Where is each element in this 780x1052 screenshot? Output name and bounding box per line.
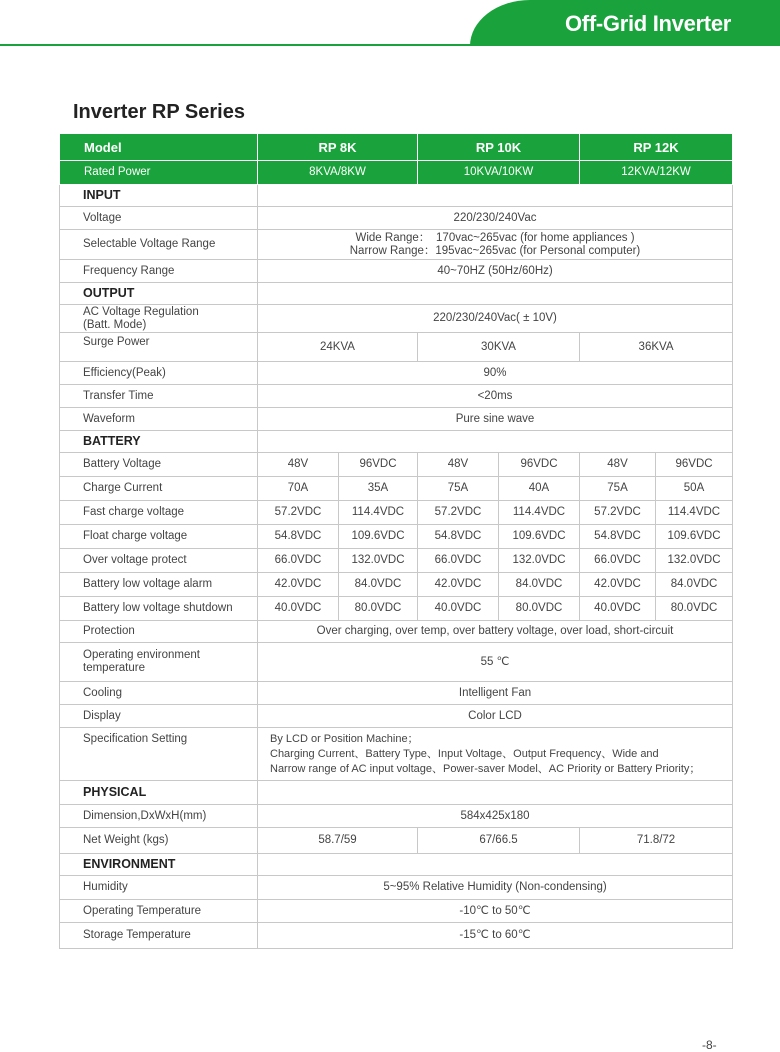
cell: 66.0VDC bbox=[418, 549, 499, 573]
table-row bbox=[60, 549, 733, 573]
table-row bbox=[60, 876, 733, 900]
rated-power-value: 12KVA/12KW bbox=[580, 161, 733, 185]
row-label: Dimension,DxWxH(mm) bbox=[60, 805, 258, 828]
cell: 70A bbox=[258, 477, 339, 501]
row-label: Battery low voltage shutdown bbox=[60, 597, 258, 621]
row-label: Frequency Range bbox=[60, 260, 258, 283]
cell: 54.8VDC bbox=[418, 525, 499, 549]
cell: 96VDC bbox=[339, 453, 418, 477]
row-label: Fast charge voltage bbox=[60, 501, 258, 525]
cell: 40.0VDC bbox=[418, 597, 499, 621]
row-label: Waveform bbox=[60, 408, 258, 431]
table-row bbox=[60, 501, 733, 525]
cell: 132.0VDC bbox=[499, 549, 580, 573]
row-label: Net Weight (kgs) bbox=[60, 828, 258, 854]
cell: 54.8VDC bbox=[258, 525, 339, 549]
rated-power-label: Rated Power bbox=[60, 161, 258, 185]
cell: 57.2VDC bbox=[258, 501, 339, 525]
section-battery: BATTERY bbox=[60, 431, 258, 453]
row-value: 24KVA bbox=[258, 333, 418, 362]
row-label: Surge Power bbox=[60, 333, 258, 362]
cell: 57.2VDC bbox=[580, 501, 656, 525]
row-label: Selectable Voltage Range bbox=[60, 230, 258, 260]
row-value: 40~70HZ (50Hz/60Hz) bbox=[258, 260, 733, 283]
section-row bbox=[60, 185, 733, 207]
table-row bbox=[60, 207, 733, 230]
wide-range-text: Wide Range： 170vac~265vac (for home appliances ) bbox=[355, 231, 635, 244]
banner-title: Off-Grid Inverter bbox=[565, 11, 732, 36]
section-input: INPUT bbox=[60, 185, 258, 207]
row-value: 584x425x180 bbox=[258, 805, 733, 828]
row-value: Intelligent Fan bbox=[258, 682, 733, 705]
rated-power-value: 10KVA/10KW bbox=[418, 161, 580, 185]
row-value: 55 ℃ bbox=[258, 643, 733, 682]
spec-line: Narrow range of AC input voltage、Power-saver Model、AC Priority or Battery Priority； bbox=[270, 762, 701, 775]
row-label bbox=[60, 305, 258, 333]
cell: 114.4VDC bbox=[339, 501, 418, 525]
rated-power-row bbox=[60, 161, 733, 185]
cell: 84.0VDC bbox=[339, 573, 418, 597]
cell: 132.0VDC bbox=[339, 549, 418, 573]
cell: 48V bbox=[418, 453, 499, 477]
cell: 42.0VDC bbox=[580, 573, 656, 597]
table-row bbox=[60, 621, 733, 643]
cell: 75A bbox=[580, 477, 656, 501]
table-row bbox=[60, 805, 733, 828]
row-value: Pure sine wave bbox=[258, 408, 733, 431]
row-label: Efficiency(Peak) bbox=[60, 362, 258, 385]
cell: 80.0VDC bbox=[499, 597, 580, 621]
row-value: 220/230/240Vac bbox=[258, 207, 733, 230]
section-output: OUTPUT bbox=[60, 283, 258, 305]
row-value: 36KVA bbox=[580, 333, 733, 362]
ac-reg-label-line1: AC Voltage Regulation bbox=[83, 305, 199, 318]
cell: 84.0VDC bbox=[656, 573, 733, 597]
cell: 42.0VDC bbox=[418, 573, 499, 597]
op-env-label-line1: Operating environment bbox=[83, 649, 200, 661]
cell: 66.0VDC bbox=[580, 549, 656, 573]
row-label: Battery Voltage bbox=[60, 453, 258, 477]
section-row bbox=[60, 781, 733, 805]
row-value: 58.7/59 bbox=[258, 828, 418, 854]
cell: 35A bbox=[339, 477, 418, 501]
row-value bbox=[258, 230, 733, 260]
model-rp10k: RP 10K bbox=[418, 134, 580, 161]
page-title: Inverter RP Series bbox=[73, 101, 245, 123]
cell: 80.0VDC bbox=[656, 597, 733, 621]
row-label: Humidity bbox=[60, 876, 258, 900]
table-row bbox=[60, 230, 733, 260]
row-label: Operating Temperature bbox=[60, 900, 258, 923]
cell: 42.0VDC bbox=[258, 573, 339, 597]
row-label bbox=[60, 643, 258, 682]
table-row bbox=[60, 260, 733, 283]
cell: 48V bbox=[580, 453, 656, 477]
cell: 66.0VDC bbox=[258, 549, 339, 573]
table-row bbox=[60, 828, 733, 854]
cell: 50A bbox=[656, 477, 733, 501]
row-value: 90% bbox=[258, 362, 733, 385]
row-label: Over voltage protect bbox=[60, 549, 258, 573]
cell: 84.0VDC bbox=[499, 573, 580, 597]
row-value: -10℃ to 50℃ bbox=[258, 900, 733, 923]
cell: 54.8VDC bbox=[580, 525, 656, 549]
row-label: Transfer Time bbox=[60, 385, 258, 408]
section-row bbox=[60, 431, 733, 453]
table-row bbox=[60, 333, 733, 362]
table-row bbox=[60, 705, 733, 728]
cell: 109.6VDC bbox=[656, 525, 733, 549]
cell: 57.2VDC bbox=[418, 501, 499, 525]
cell: 96VDC bbox=[499, 453, 580, 477]
cell: 114.4VDC bbox=[499, 501, 580, 525]
table-row bbox=[60, 728, 733, 781]
header-banner bbox=[470, 0, 780, 46]
model-label: Model bbox=[60, 134, 258, 161]
cell: 114.4VDC bbox=[656, 501, 733, 525]
table-row bbox=[60, 453, 733, 477]
row-label: Storage Temperature bbox=[60, 923, 258, 949]
table-row bbox=[60, 923, 733, 949]
table-row bbox=[60, 362, 733, 385]
table-row bbox=[60, 682, 733, 705]
table-row bbox=[60, 305, 733, 333]
table-row bbox=[60, 597, 733, 621]
section-row bbox=[60, 283, 733, 305]
op-env-label-line2: temperature bbox=[83, 662, 146, 674]
table-row bbox=[60, 900, 733, 923]
cell: 40.0VDC bbox=[580, 597, 656, 621]
row-label: Battery low voltage alarm bbox=[60, 573, 258, 597]
cell: 132.0VDC bbox=[656, 549, 733, 573]
page-number: -8- bbox=[702, 1038, 717, 1052]
section-physical: PHYSICAL bbox=[60, 781, 258, 805]
row-value: 30KVA bbox=[418, 333, 580, 362]
row-label: Specification Setting bbox=[60, 728, 258, 781]
cell: 40A bbox=[499, 477, 580, 501]
model-rp12k: RP 12K bbox=[580, 134, 733, 161]
model-rp8k: RP 8K bbox=[258, 134, 418, 161]
table-row bbox=[60, 525, 733, 549]
row-value: 71.8/72 bbox=[580, 828, 733, 854]
row-value: <20ms bbox=[258, 385, 733, 408]
row-value: Color LCD bbox=[258, 705, 733, 728]
row-value: 67/66.5 bbox=[418, 828, 580, 854]
row-label: Voltage bbox=[60, 207, 258, 230]
table-row bbox=[60, 573, 733, 597]
table-row bbox=[60, 408, 733, 431]
spec-line: Charging Current、Battery Type、Input Voltage、Output Frequency、Wide and bbox=[270, 747, 659, 760]
cell: 96VDC bbox=[656, 453, 733, 477]
row-value: Over charging, over temp, over battery voltage, over load, short-circuit bbox=[258, 621, 733, 643]
rated-power-value: 8KVA/8KW bbox=[258, 161, 418, 185]
cell: 40.0VDC bbox=[258, 597, 339, 621]
row-value bbox=[258, 728, 733, 781]
cell: 109.6VDC bbox=[339, 525, 418, 549]
table-row bbox=[60, 643, 733, 682]
row-label: Float charge voltage bbox=[60, 525, 258, 549]
row-label: Protection bbox=[60, 621, 258, 643]
ac-reg-label-line2: (Batt. Mode) bbox=[83, 318, 147, 331]
cell: 48V bbox=[258, 453, 339, 477]
cell: 109.6VDC bbox=[499, 525, 580, 549]
cell: 75A bbox=[418, 477, 499, 501]
section-row bbox=[60, 854, 733, 876]
row-value: -15℃ to 60℃ bbox=[258, 923, 733, 949]
spec-line: By LCD or Position Machine； bbox=[270, 732, 419, 745]
spec-table bbox=[59, 133, 733, 949]
model-row bbox=[60, 134, 733, 161]
section-environment: ENVIRONMENT bbox=[60, 854, 258, 876]
row-label: Charge Current bbox=[60, 477, 258, 501]
cell: 80.0VDC bbox=[339, 597, 418, 621]
row-value: 220/230/240Vac( ± 10V) bbox=[258, 305, 733, 333]
row-label: Display bbox=[60, 705, 258, 728]
narrow-range-text: Narrow Range：195vac~265vac (for Personal computer) bbox=[349, 244, 641, 257]
row-label: Cooling bbox=[60, 682, 258, 705]
table-row bbox=[60, 477, 733, 501]
row-value: 5~95% Relative Humidity (Non-condensing) bbox=[258, 876, 733, 900]
table-row bbox=[60, 385, 733, 408]
